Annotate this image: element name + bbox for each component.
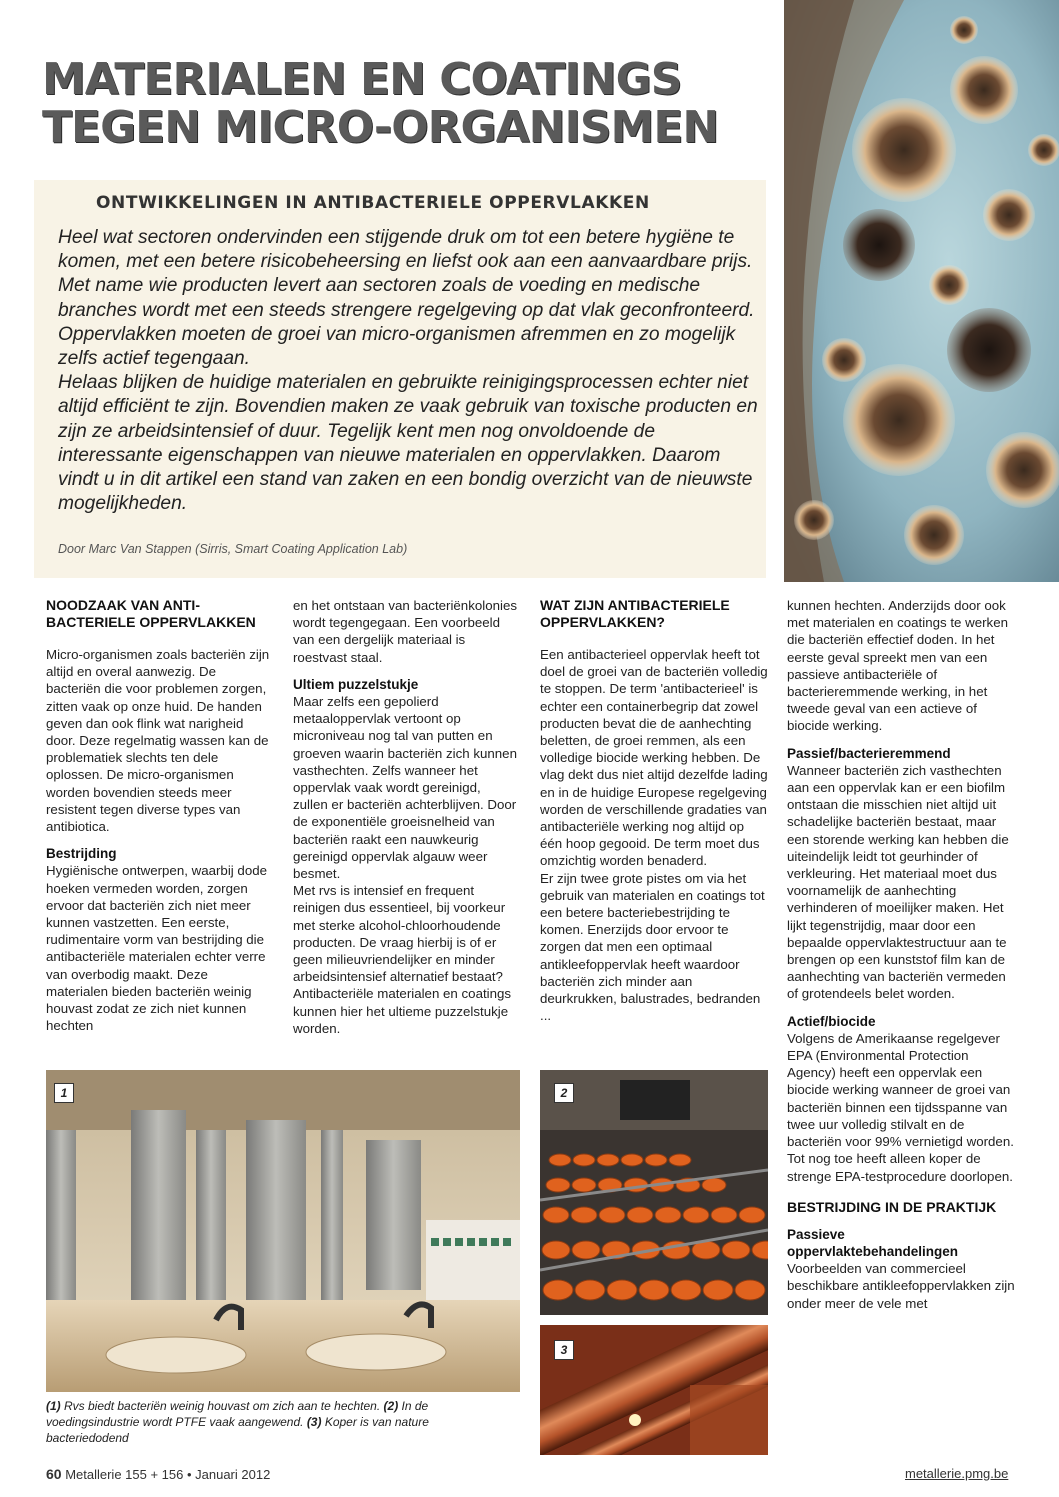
body-paragraph: Hygiënische ontwerpen, waarbij dode hoeken vermeden worden, zorgen ervoor dat bacteriën zich niet meer kunnen vastzetten. Een eerste, rudimentaire vorm van bestrijding die antibacteriële materialen echter verre van overbodig maakt. Deze materialen bieden bacteriën weinig houvast zodat ze zich niet kunnen hechten <box>46 863 268 1034</box>
title-line-1: MATERIALEN EN COATINGS <box>42 54 682 105</box>
section-heading: WAT ZIJN ANTIBACTERIELE OPPERVLAKKEN? <box>540 597 730 630</box>
intro-heading: ONTWIKKELINGEN IN ANTIBACTERIELE OPPERVLAKKEN <box>96 193 650 213</box>
subheading: Passief/bacterieremmend <box>787 745 951 761</box>
body-paragraph: kunnen hechten. Anderzijds door ook met materialen en coatings te werken die bacteriën effectief doden. In het eerste geval spreekt men van een passieve antibacteriële of bacterieremmende werking, in het tweede geval van een actieve of biocide werking. <box>787 598 1008 734</box>
byline: Door Marc Van Stappen (Sirris, Smart Coating Application Lab) <box>58 542 408 556</box>
magazine-issue: Metallerie 155 + 156 • Januari 2012 <box>61 1467 271 1482</box>
subheading: Actief/biocide <box>787 1013 876 1029</box>
page-title <box>42 56 782 152</box>
figure-number-1: 1 <box>54 1083 74 1103</box>
copper-pipes-photo <box>540 1325 768 1455</box>
website-link[interactable]: metallerie.pmg.be <box>905 1466 1009 1481</box>
section-heading: NOODZAAK VAN ANTI-BACTERIELE OPPERVLAKKEN <box>46 597 256 630</box>
body-paragraph: Een antibacterieel oppervlak heeft tot doel de groei van de bacteriën volledig te stoppen. De term 'antibacterieel' is echter een containerbegrip dat zowel producten bevat die de aanhechting beletten, de groei remmen, als een volledige biocide werking hebben. De vlag dekt dus niet altijd dezelfde lading en in de huidige Europese regelgeving worden de verschillende gradaties van antibacteriële werking nog altijd op één hoop gegooid. De term moet dus omzichtig worden benaderd. <box>540 647 768 869</box>
column-4 <box>787 597 1015 1312</box>
figure-number-2: 2 <box>554 1083 574 1103</box>
title-line-2: TEGEN MICRO-ORGANISMEN <box>42 102 719 153</box>
body-paragraph: Wanneer bacteriën zich vasthechten aan een oppervlak kan er een biofilm ontstaan die misschien niet altijd uit schadelijke bacteriën bestaat, maar een storende werking kan hebben die uiteindelijk leidt tot geurhinder of verkleuring. Het materiaal moet dus voornamelijk de aanhechting verhinderen of moeilijker maken. Het lijkt tegenstrijdig, maar door een bepaalde oppervlaktestructuur aan te brengen op een kunststof film kan de aanhechting van bacteriën vermeden of grotendeels belet worden. <box>787 762 1009 1002</box>
body-paragraph: Volgens de Amerikaanse regelgever EPA (Environmental Protection Agency) heeft een oppervlak een biocide werking wanneer de groei van bacteriën binnen een tijdsspanne van twee uur volledig stilvalt en de bacteriën voor 99% vernietigd worden. Tot nog toe heeft alleen koper de strenge EPA-testprocedure doorlopen. <box>787 1030 1014 1184</box>
caption-ref-1: (1) <box>46 1399 61 1413</box>
body-paragraph: Voorbeelden van commercieel beschikbare antikleefoppervlakken zijn onder meer de vele met <box>787 1261 1015 1311</box>
caption-text-3: Koper is van nature bacteriedodend <box>46 1415 429 1445</box>
caption-ref-3: (3) <box>306 1415 322 1429</box>
caption-text-2: In de voedingsindustrie wordt PTFE vaak aangewend. <box>46 1399 429 1429</box>
intro-paragraph-2: Helaas blijken de huidige materialen en gebruikte reinigingsprocessen echter niet altijd efficiënt te zijn. Bovendien maken ze vaak gebruik van toxische producten en zijn ze arbeidsintensief of duur. Tegelijk kent men nog onvoldoende de interessante eigenschappen van nieuwe materialen en oppervlakken. Daarom vindt u in dit artikel een stand van zaken en een bondig overzicht van de nieuwste mogelijkheden. <box>58 372 758 515</box>
intro-text <box>58 226 764 516</box>
subheading: Passieve oppervlaktebehandelingen <box>787 1226 959 1259</box>
page-footer <box>46 1466 270 1482</box>
column-2 <box>293 597 518 1037</box>
body-paragraph: Maar zelfs een gepolierd metaaloppervlak vertoont op microniveau nog tal van putten en groeven waarin bacteriën zich kunnen vasthechten. Zelfs wanneer het oppervlak vaak wordt gereinigd, zullen er bacteriën achterblijven. Door de exponentiële groeisnelheid van bacteriën raakt een nauwkeurig gereinigd oppervlak algauw weer besmet. <box>293 694 517 882</box>
subheading: Bestrijding <box>46 846 117 862</box>
figure-number-3: 3 <box>554 1340 574 1360</box>
restroom-photo <box>46 1070 520 1392</box>
body-paragraph: en het ontstaan van bacteriënkolonies wordt tegengegaan. Een voorbeeld van een dergelijk materiaal is roestvast staal. <box>293 598 517 665</box>
column-1 <box>46 597 271 1034</box>
caption-text-1: Rvs biedt bacteriën weinig houvast om zich aan te hechten. <box>60 1399 384 1413</box>
body-paragraph: Micro-organismen zoals bacteriën zijn altijd en overal aanwezig. De bacteriën die voor problemen zorgen, zitten vaak op onze huid. De handen geven dan ook flink wat narigheid door. Deze regelmatig wassen kan de problematiek slechts ten dele oplossen. De micro-organismen worden bovendien steeds meer resistent tegen diverse types van antibiotica. <box>46 647 270 835</box>
food-production-photo <box>540 1070 768 1315</box>
column-3 <box>540 597 768 1024</box>
intro-paragraph-1: Heel wat sectoren ondervinden een stijgende druk om tot een betere hygiëne te komen, met een betere risicobeheersing en liefst ook aan een aanvaardbare prijs. Met name wie producten levert aan sectoren zoals de voeding en medische branches wordt met een steeds strengere regelgeving op dat vlak geconfronteerd. Oppervlakken moeten de groei van micro-organismen afremmen en zo mogelijk zelfs actief tegengaan. <box>58 227 755 370</box>
petri-dish-photo <box>784 0 1059 582</box>
body-paragraph: Met rvs is intensief en frequent reinigen dus essentieel, bij voorkeur met sterke alcohol-chloorhoudende producten. De vraag hierbij is of er geen milieuvriendelijker en minder arbeidsintensief alternatief bestaat? Antibacteriële materialen en coatings kunnen hier het ultieme puzzelstukje worden. <box>293 883 512 1036</box>
page-number: 60 <box>46 1466 62 1482</box>
body-paragraph: Er zijn twee grote pistes om via het gebruik van materialen en coatings tot een betere bacteriebestrijding te komen. Enerzijds door ervoor te zorgen dat men een optimaal antikleefoppervlak heeft waardoor bacteriën zich minder aan deurkrukken, balustrades, bedranden ... <box>540 870 765 1024</box>
caption-ref-2: (2) <box>383 1399 399 1413</box>
figure-caption <box>46 1398 506 1446</box>
subheading: Ultiem puzzelstukje <box>293 676 419 692</box>
section-heading: BESTRIJDING IN DE PRAKTIJK <box>787 1198 997 1215</box>
